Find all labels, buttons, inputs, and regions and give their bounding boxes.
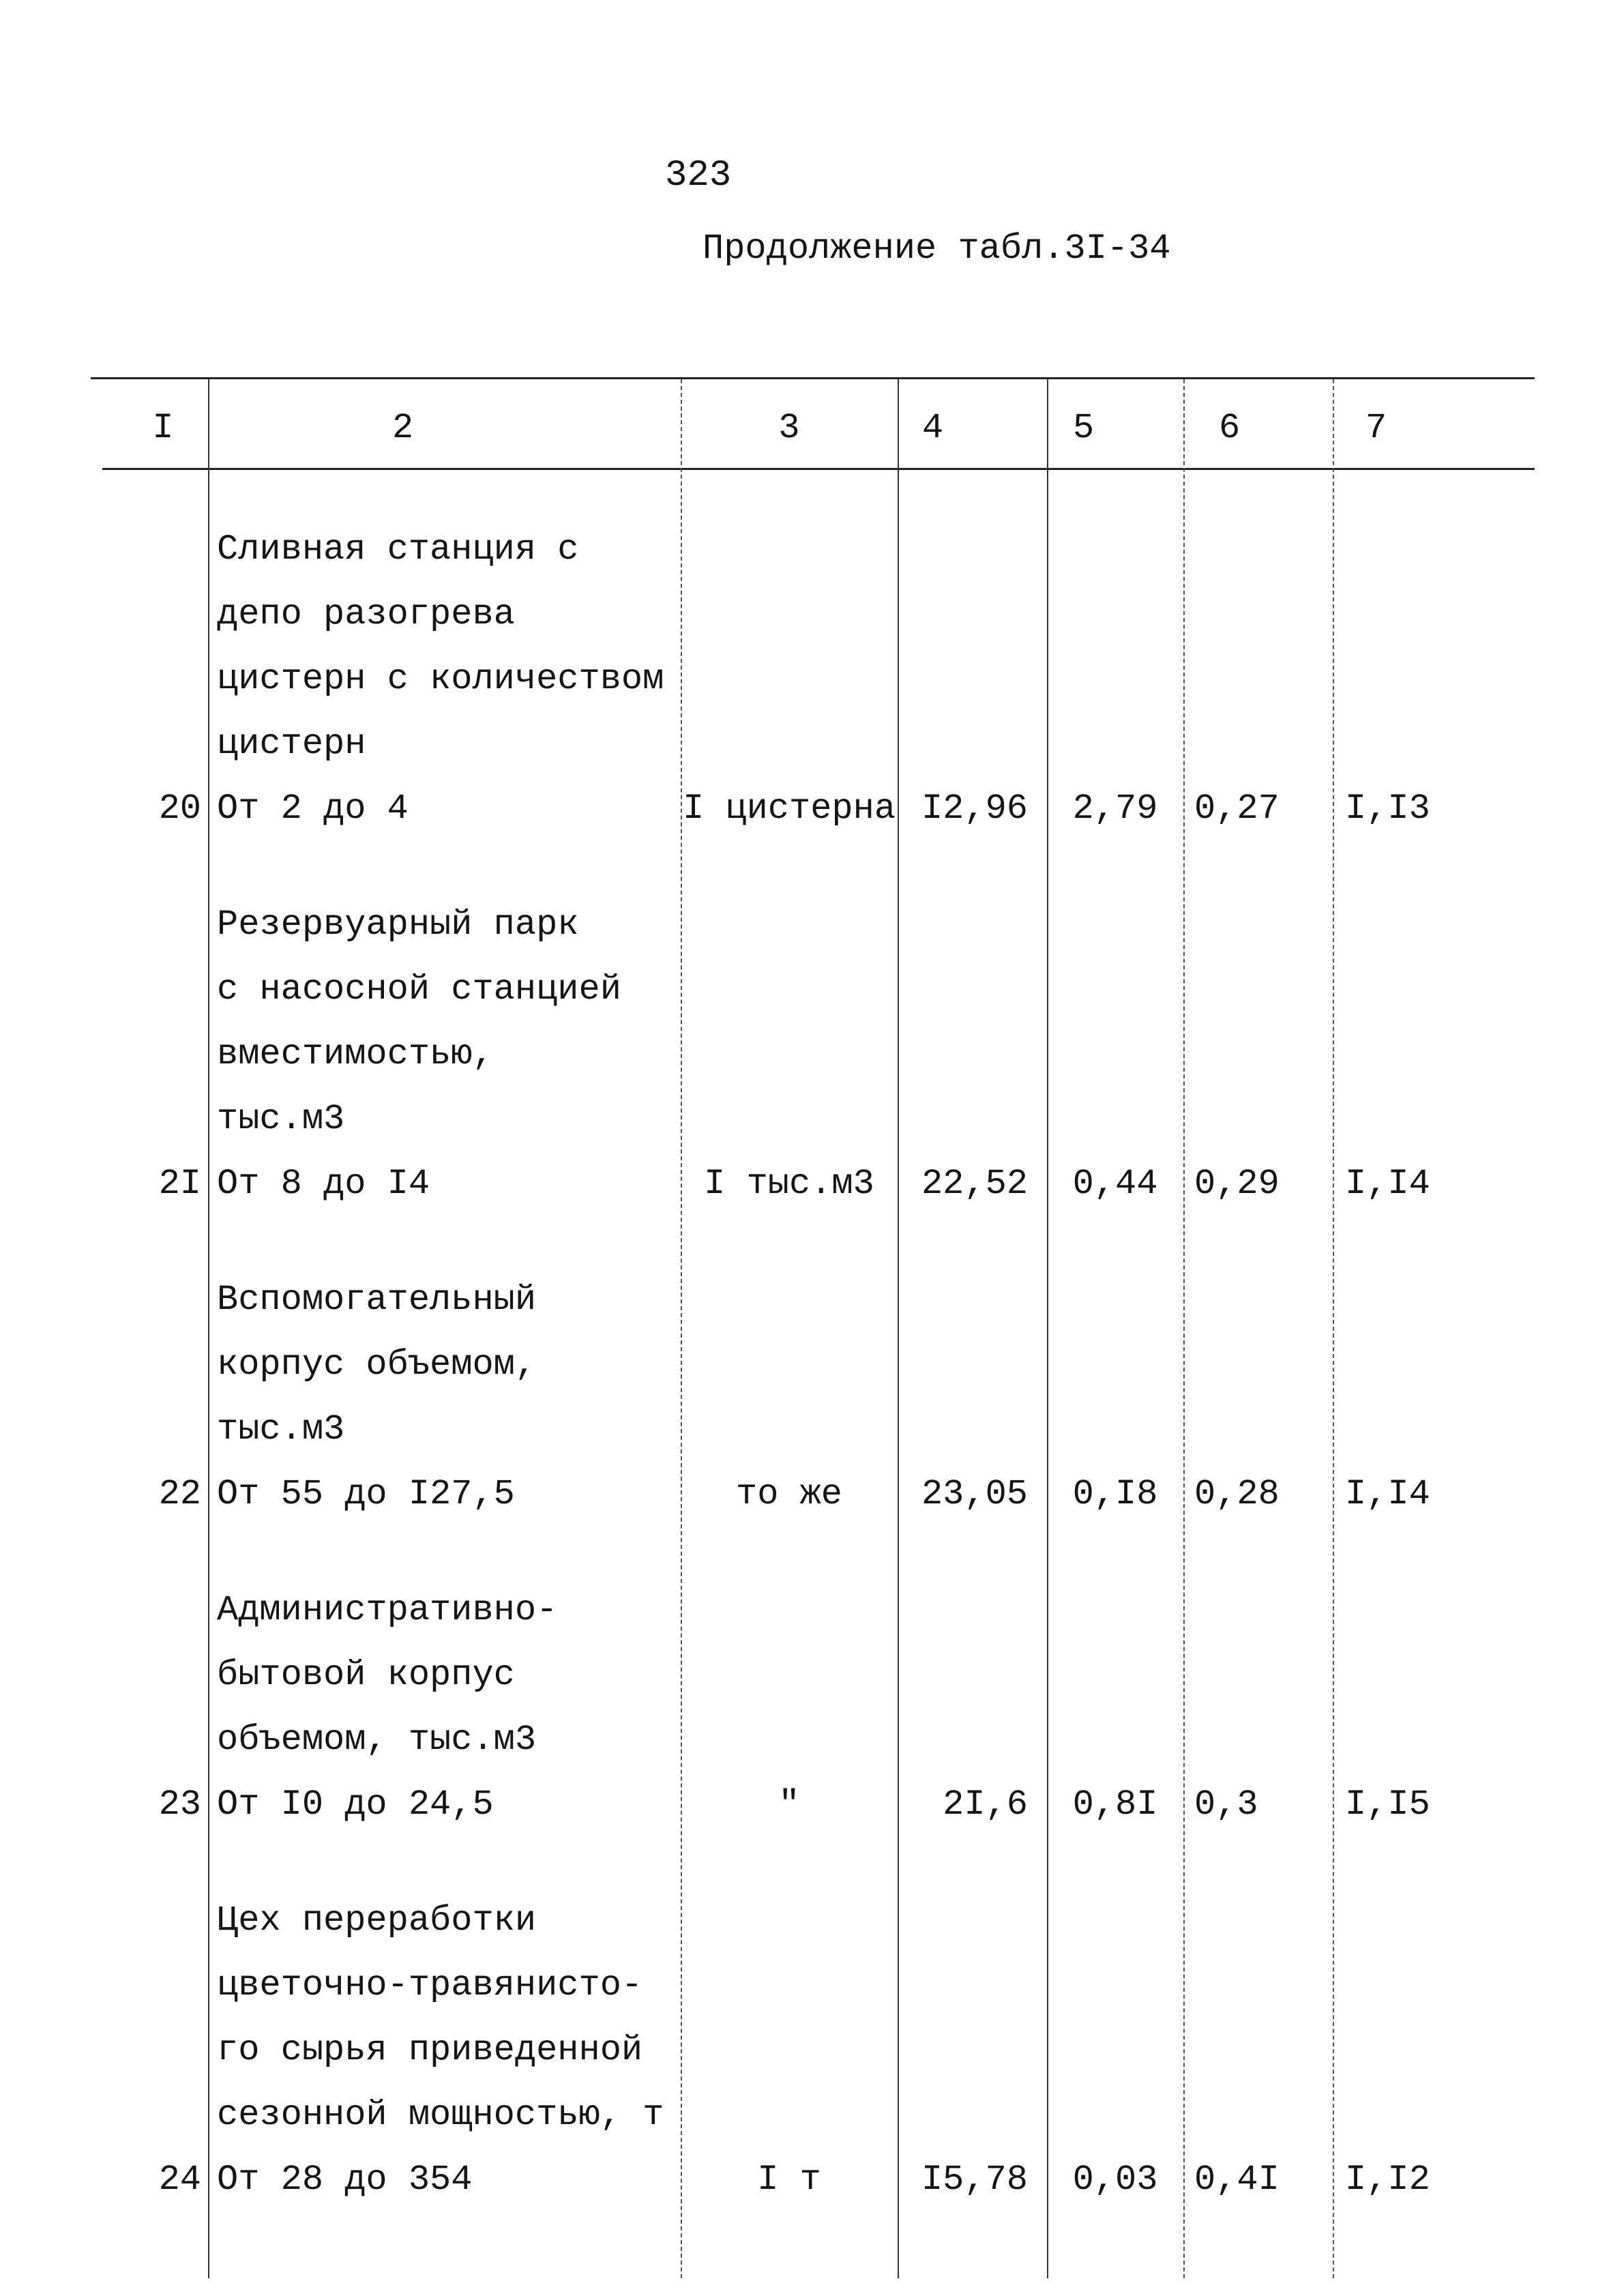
description-line [91,957,1535,1022]
values-line [91,1462,1535,1527]
unit-cell: I т [757,2160,821,2200]
description-text: Резервуарный парк [217,904,579,945]
values-line [91,1151,1535,1216]
column-header: 6 [1219,408,1241,448]
description-text: тыс.м3 [217,1409,345,1449]
description-line [91,647,1535,711]
page-number: 323 [665,155,732,196]
description-text: бытовой корпус [217,1655,515,1695]
value-cell-col5: 0,03 [1072,2160,1158,2200]
table-entry [91,1578,1535,1837]
value-cell-col5: 0,I8 [1072,1474,1158,1514]
description-text: корпус объемом, [217,1344,537,1385]
description-text: Административно- [217,1590,558,1630]
description-line [91,1953,1535,2018]
description-line [91,2082,1535,2147]
value-cell-col4: 23,05 [921,1474,1028,1514]
table-body [91,517,1535,2263]
table-entry [91,892,1535,1216]
value-cell-col4: 2I,6 [943,1784,1028,1825]
header-bottom-rule [102,468,1535,470]
unit-cell: " [778,1784,800,1825]
column-header: 4 [922,408,944,448]
value-cell-col7: I,I4 [1345,1474,1430,1514]
row-number: 2I [158,1164,201,1204]
table-entry [91,1888,1535,2212]
description-text: Цех переработки [217,1900,537,1941]
value-cell-col7: I,I4 [1345,1164,1430,1204]
column-header: 3 [778,408,800,448]
range-text: От 8 до I4 [217,1164,430,1204]
value-cell-col4: I5,78 [921,2160,1028,2200]
table-header-row [91,396,1535,460]
description-text: вместимостью, [217,1034,494,1074]
values-line [91,776,1535,841]
value-cell-col6: 0,28 [1194,1474,1280,1514]
range-text: От 28 до 354 [217,2160,473,2200]
unit-cell: I тыс.м3 [704,1164,874,1204]
value-cell-col7: I,I3 [1345,789,1430,829]
description-text: тыс.м3 [217,1099,345,1139]
column-header: 2 [392,408,414,448]
values-line [91,1772,1535,1837]
description-line [91,582,1535,647]
value-cell-col5: 0,44 [1072,1164,1158,1204]
column-header: 7 [1365,408,1387,448]
row-number: 23 [158,1784,201,1825]
table-entry [91,517,1535,841]
row-number: 24 [158,2160,201,2200]
range-text: От I0 до 24,5 [217,1784,494,1825]
row-number: 22 [158,1474,201,1514]
description-line [91,1087,1535,1151]
range-text: От 2 до 4 [217,789,409,829]
table-entry [91,1267,1535,1527]
description-text: Вспомогательный [217,1280,537,1320]
description-text: Сливная станция с [217,529,579,570]
description-line [91,1707,1535,1772]
description-line [91,1578,1535,1643]
description-text: сезонной мощностью, т [217,2095,664,2135]
description-line [91,892,1535,957]
values-line [91,2147,1535,2212]
value-cell-col5: 0,8I [1072,1784,1158,1825]
value-cell-col6: 0,27 [1194,789,1280,829]
description-line [91,2018,1535,2082]
row-number: 20 [158,789,201,829]
table-caption: Продолжение табл.3I-34 [703,229,1171,269]
value-cell-col6: 0,29 [1194,1164,1280,1204]
range-text: От 55 до I27,5 [217,1474,515,1514]
description-text: с насосной станцией [217,969,621,1010]
description-text: цветочно-травянисто- [217,1965,643,2005]
value-cell-col6: 0,3 [1194,1784,1258,1825]
value-cell-col5: 2,79 [1072,789,1158,829]
description-line [91,1267,1535,1332]
description-text: объемом, тыс.м3 [217,1720,537,1760]
value-cell-col7: I,I5 [1345,1784,1430,1825]
value-cell-col6: 0,4I [1194,2160,1280,2200]
unit-cell: то же [735,1474,843,1514]
description-line [91,1332,1535,1397]
description-line [91,1888,1535,1953]
description-line [91,1022,1535,1087]
description-line [91,517,1535,582]
description-text: го сырья приведенной [217,2030,643,2070]
description-text: цистерн с количеством [217,659,664,699]
column-header: I [152,408,174,448]
description-line [91,1397,1535,1462]
value-cell-col4: I2,96 [921,789,1028,829]
description-text: цистерн [217,724,366,764]
value-cell-col7: I,I2 [1345,2160,1430,2200]
description-line [91,1643,1535,1707]
unit-cell: I цистерна [682,789,896,829]
column-header: 5 [1073,408,1095,448]
value-cell-col4: 22,52 [921,1164,1028,1204]
description-line [91,711,1535,776]
table-top-rule [91,377,1535,379]
description-text: депо разогрева [217,594,515,634]
